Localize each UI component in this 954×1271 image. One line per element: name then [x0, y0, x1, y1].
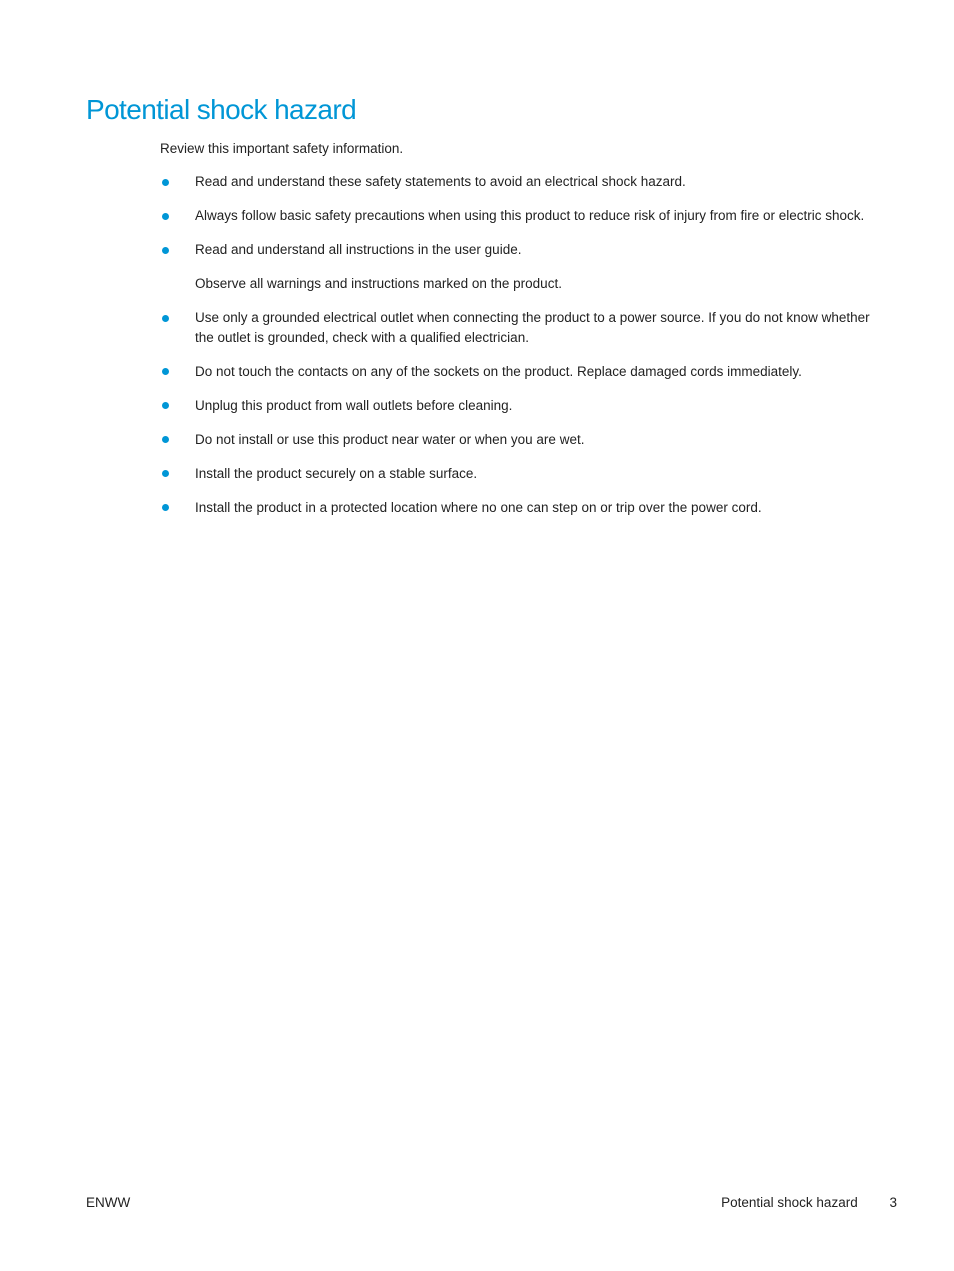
footer-doc-code: ENWW [86, 1195, 131, 1210]
bullet-icon [162, 368, 169, 375]
list-item [160, 362, 875, 382]
list-item-text: Always follow basic safety precautions when using this product to reduce risk of injury from fire or electric shock. [195, 208, 865, 223]
bullet-icon [162, 470, 169, 477]
bullet-icon [162, 504, 169, 511]
footer-right [721, 1193, 897, 1212]
list-item-text: Use only a grounded electrical outlet when connecting the product to a power source. If you do not know whether the outlet is grounded, check with a qualified electrician. [195, 310, 870, 345]
list-item-text: Do not install or use this product near water or when you are wet. [195, 431, 585, 447]
intro-paragraph: Review this important safety information. [160, 141, 404, 156]
list-item-text: Do not touch the contacts on any of the sockets on the product. Replace damaged cords immediately. [195, 363, 802, 379]
bullet-icon [162, 436, 169, 443]
bullet-icon [162, 402, 169, 409]
safety-list [160, 172, 875, 532]
list-item-text: Unplug this product from wall outlets before cleaning. [195, 397, 513, 413]
list-item [160, 240, 875, 294]
list-item-text: Read and understand these safety statements to avoid an electrical shock hazard. [195, 174, 686, 189]
bullet-icon [162, 213, 169, 220]
bullet-icon [162, 179, 169, 186]
bullet-icon [162, 247, 169, 254]
list-item-text: Read and understand all instructions in the user guide. [195, 242, 522, 257]
list-item [160, 206, 875, 226]
list-item [160, 464, 875, 484]
list-item-text: Install the product securely on a stable surface. [195, 465, 478, 481]
list-item [160, 396, 875, 416]
bullet-icon [162, 315, 169, 322]
list-item [160, 172, 875, 192]
list-item [160, 430, 875, 450]
page-title: Potential shock hazard [86, 94, 357, 125]
list-item-subparagraph: Observe all warnings and instructions marked on the product. [195, 276, 562, 291]
list-item-text: Install the product in a protected location where no one can step on or trip over the power cord. [195, 499, 762, 515]
footer-section-title: Potential shock hazard [721, 1195, 858, 1210]
list-item [160, 308, 875, 347]
list-item [160, 498, 875, 518]
page-number: 3 [889, 1195, 897, 1210]
